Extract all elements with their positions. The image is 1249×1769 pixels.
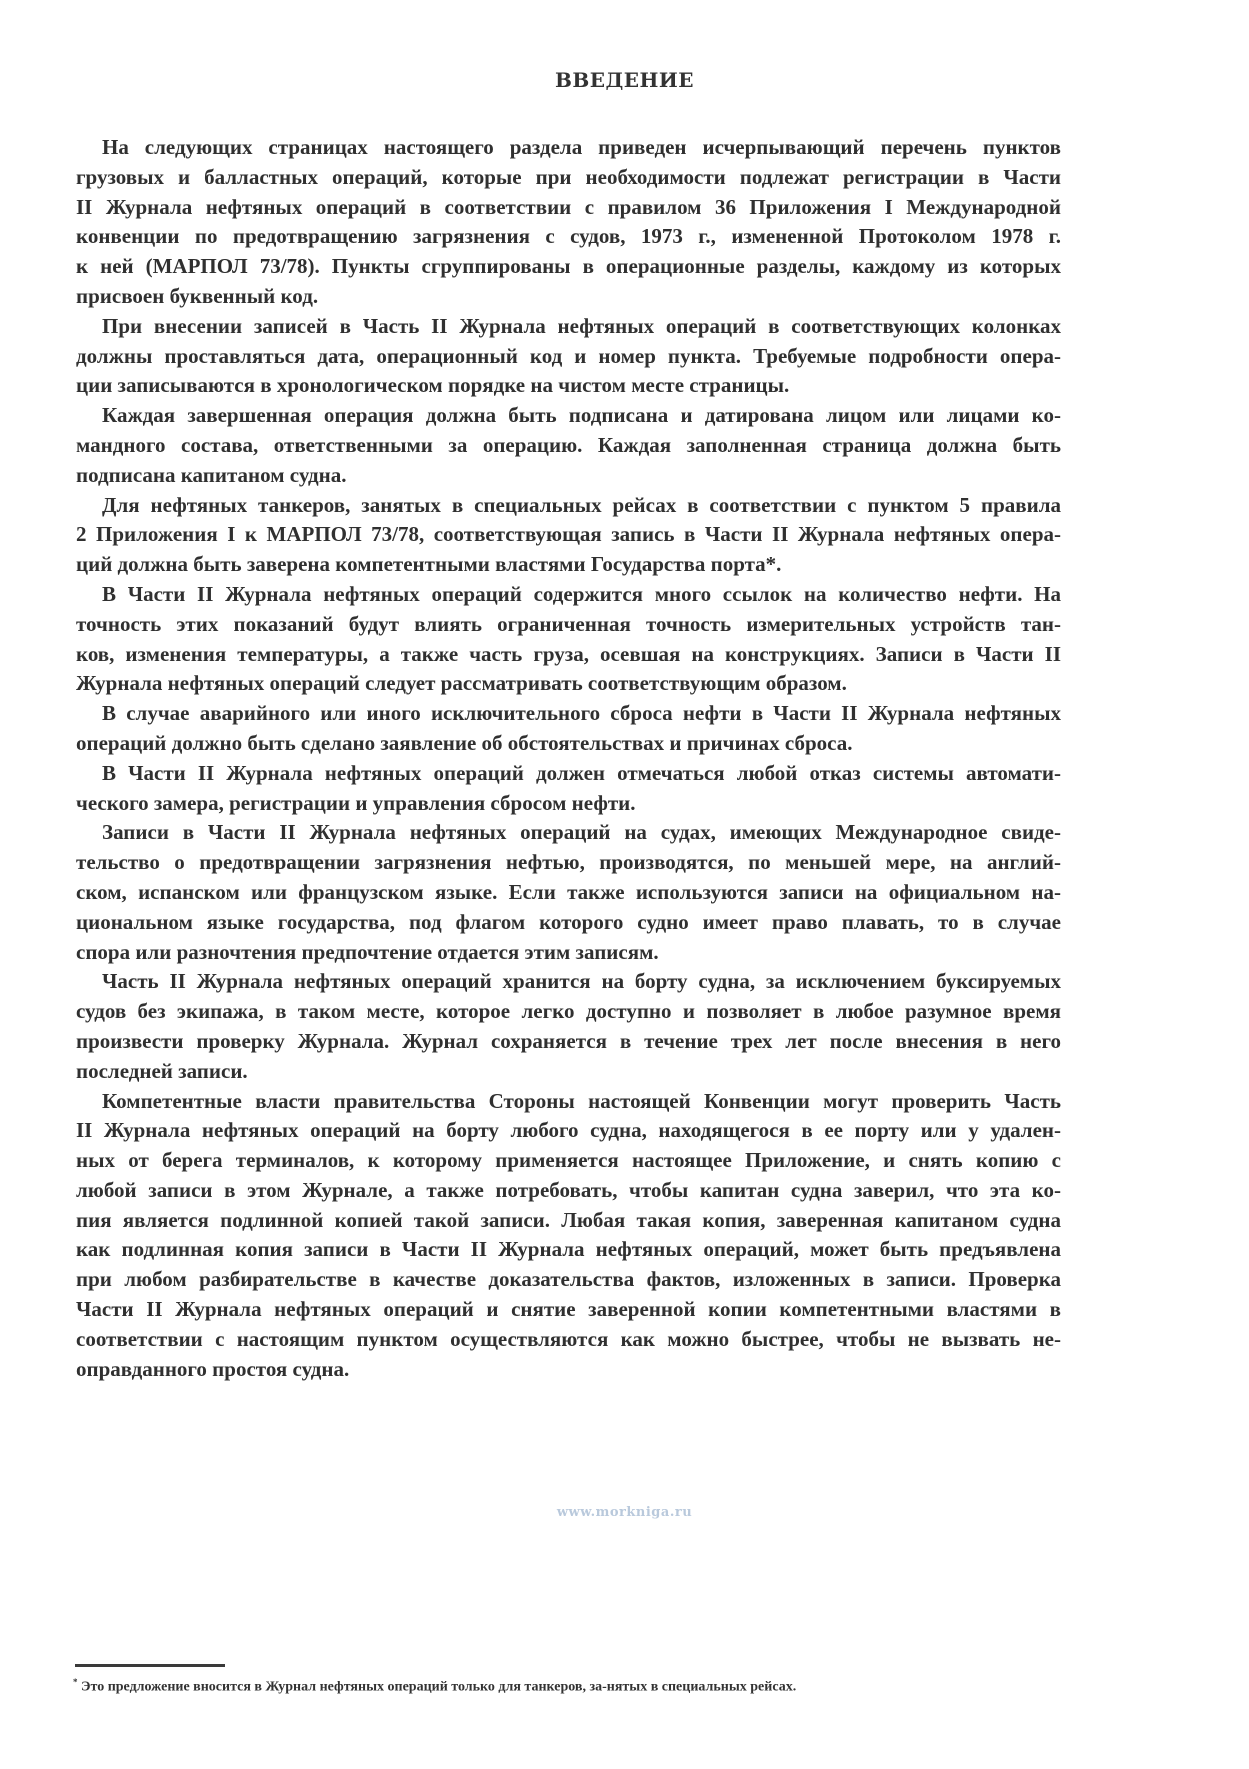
paragraph [76, 491, 1061, 580]
footnote-mark: * [73, 1677, 78, 1687]
text-line: точность этих показаний будут влиять ограниченная точность измерительных устройств тан- [76, 611, 1061, 636]
text-line: как подлинная копия записи в Части II Журнала нефтяных операций, может быть предъявлена [76, 1237, 1061, 1262]
text-line: Часть II Журнала нефтяных операций хранится на борту судна, за исключением буксируемых [102, 969, 1061, 994]
text-line: к ней (МАРПОЛ 73/78). Пункты сгруппированы в операционные разделы, каждому из которых [76, 254, 1061, 279]
text-line: Компетентные власти правительства Стороны настоящей Конвенции могут проверить Часть [102, 1088, 1061, 1113]
text-line: должны проставляться дата, операционный код и номер пункта. Требуемые подробности опера- [76, 343, 1061, 368]
text-line: присвоен буквенный код. [76, 283, 319, 308]
text-line: Журнала нефтяных операций следует рассматривать соответствующим образом. [76, 671, 847, 696]
text-line: II Журнала нефтяных операций на борту любого судна, находящегося в ее порту или у удален- [76, 1118, 1061, 1143]
paragraph [76, 580, 1061, 699]
text-line: Для нефтяных танкеров, занятых в специальных рейсах в соответствии с пунктом 5 правила [102, 492, 1061, 517]
text-line: подписана капитаном судна. [76, 462, 347, 487]
paragraph [76, 312, 1061, 401]
text-line: конвенции по предотвращению загрязнения с судов, 1973 г., измененной Протоколом 1978 г. [76, 224, 1061, 249]
text-line: В Части II Журнала нефтяных операций должен отмечаться любой отказ системы автомати- [102, 760, 1061, 785]
paragraph [76, 1087, 1061, 1385]
text-line: ных от берега терминалов, к которому применяется настоящее Приложение, и снять копию с [76, 1148, 1061, 1173]
document-body [76, 133, 1061, 1384]
text-line: ков, изменения температуры, а также часть груза, осевшая на конструкциях. Записи в Части II [76, 641, 1061, 666]
text-line: ций должна быть заверена компетентными властями Государства порта*. [76, 552, 782, 577]
text-line: оправданного простоя судна. [76, 1356, 350, 1381]
footnote-divider [75, 1664, 225, 1667]
paragraph [76, 818, 1061, 967]
text-line: 2 Приложения I к МАРПОЛ 73/78, соответствующая запись в Части II Журнала нефтяных опера- [76, 522, 1061, 547]
text-line: На следующих страницах настоящего раздела приведен исчерпывающий перечень пунктов [102, 135, 1061, 159]
paragraph [76, 133, 1061, 312]
text-line: II Журнала нефтяных операций в соответствии с правилом 36 Приложения I Международной [76, 194, 1061, 219]
text-line: В Части II Журнала нефтяных операций содержится много ссылок на количество нефти. На [102, 581, 1061, 606]
text-line: мандного состава, ответственными за операцию. Каждая заполненная страница должна быть [76, 432, 1061, 457]
text-line: произвести проверку Журнала. Журнал сохраняется в течение трех лет после внесения в него [76, 1028, 1061, 1053]
text-line: ском, испанском или французском языке. Если также используются записи на официальном на- [76, 879, 1061, 904]
paragraph [76, 699, 1061, 759]
watermark: www.morkniga.ru [556, 1505, 693, 1520]
text-line: при любом разбирательстве в качестве доказательства фактов, изложенных в записи. Проверка [76, 1267, 1061, 1292]
text-line: операций должно быть сделано заявление об обстоятельствах и причинах сброса. [76, 730, 853, 755]
paragraph [76, 401, 1061, 490]
paragraph [76, 759, 1061, 819]
text-line: последней записи. [76, 1058, 248, 1083]
footnote [73, 1677, 796, 1696]
text-line: грузовых и балластных операций, которые при необходимости подлежат регистрации в Части [76, 164, 1061, 189]
text-line: любой записи в этом Журнале, а также потребовать, чтобы капитан судна заверил, что эта ко- [76, 1177, 1061, 1202]
text-line: тельство о предотвращении загрязнения нефтью, производятся, по меньшей мере, на англий- [76, 850, 1061, 875]
text-line: циональном языке государства, под флагом которого судно имеет право плавать, то в случае [76, 909, 1061, 934]
paragraph [76, 967, 1061, 1086]
text-line: Записи в Части II Журнала нефтяных операций на судах, имеющих Международное свиде- [102, 820, 1061, 845]
text-line: ции записываются в хронологическом порядке на чистом месте страницы. [76, 373, 790, 398]
page-title: ВВЕДЕНИЕ [554, 68, 695, 92]
text-line: судов без экипажа, в таком месте, которое легко доступно и позволяет в любое разумное время [76, 999, 1061, 1024]
text-line: При внесении записей в Часть II Журнала нефтяных операций в соответствующих колонках [102, 313, 1061, 338]
text-line: пия является подлинной копией такой записи. Любая такая копия, заверенная капитаном судна [76, 1207, 1061, 1232]
text-line: соответствии с настоящим пунктом осуществляются как можно быстрее, чтобы не вызвать не- [76, 1326, 1061, 1351]
text-line: В случае аварийного или иного исключительного сброса нефти в Части II Журнала нефтяных [102, 701, 1061, 726]
text-line: ческого замера, регистрации и управления сбросом нефти. [76, 790, 636, 815]
footnote-text: Это предложение вносится в Журнал нефтяных операций только для танкеров, за-нятых в специальных рейсах. [81, 1679, 797, 1695]
text-line: Части II Журнала нефтяных операций и снятие заверенной копии компетентными властями в [76, 1297, 1061, 1322]
text-line: Каждая завершенная операция должна быть подписана и датирована лицом или лицами ко- [102, 403, 1061, 428]
text-line: спора или разночтения предпочтение отдается этим записям. [76, 939, 659, 964]
